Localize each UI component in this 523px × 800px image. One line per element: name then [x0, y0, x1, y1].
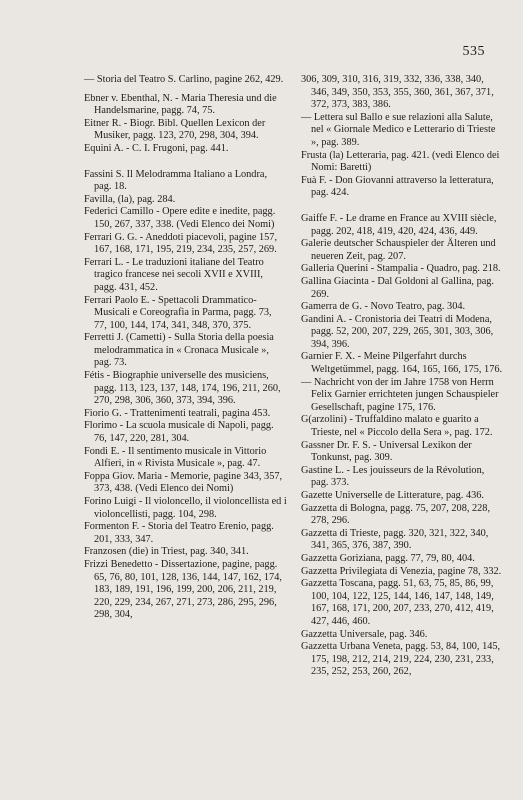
index-entry: Ferrari Paolo E. - Spettacoli Drammatico-Musicali e Coreografia in Parma, pagg. 73, 77, 100, 144, 174, 341, 348, 370, 375. [84, 294, 272, 331]
index-entry: Gassner Dr. F. S. - Universal Lexikon der Tonkunst, pag. 309. [301, 439, 472, 464]
index-entry: Galerie deutscher Schauspieler der Älteren und neueren Zeit, pag. 207. [301, 238, 496, 262]
index-entry: Favilla, (la), pag. 284. [84, 193, 176, 205]
right-column [301, 74, 504, 679]
index-entry: Eitner R. - Biogr. Bibl. Quellen Lexicon der Musiker, pagg. 123, 270, 298, 304, 394. [84, 117, 266, 142]
index-entry: G(arzolini) - Truffaldino malato e guarito a Trieste, nel « Piccolo della Sera », pag. 172. [301, 414, 493, 439]
index-entry: Fassini S. Il Melodramma Italiano a Londra, pag. 18. [84, 168, 268, 193]
index-entry: Gaiffe F. - Le drame en France au XVIII siècle, pagg. 202, 418, 419, 420, 424, 436, 449. [301, 212, 497, 237]
index-entry: Equini A. - C. I. Frugoni, pag. 441. [84, 142, 229, 154]
index-entry: Gandini A. - Cronistoria dei Teatri di Modena, pagg. 52, 200, 207, 229, 265, 301, 303, 306, 394, 396. [301, 313, 494, 350]
index-entry: Gastine L. - Les jouisseurs de la Révolution, pag. 373. [301, 464, 485, 489]
index-entry: Federici Camillo - Opere edite e inedite, pagg. 150, 267, 337, 338. (Vedi Elenco dei Nomi) [84, 206, 276, 230]
index-entry: Ferrari G. G. - Aneddoti piacevoli, pagine 157, 167, 168, 171, 195, 219, 234, 235, 257, 269. [84, 231, 278, 256]
index-entry: Garnier F. X. - Meine Pilgerfahrt durchs Weltgetümmel, pagg. 164, 165, 166, 175, 176. [301, 351, 503, 376]
index-entry: Ferretti J. (Cametti) - Sulla Storia della poesia melodrammatica in « Cronaca Musicale », pag. 73. [84, 332, 274, 369]
index-entry: Franzosen (die) in Triest, pag. 340, 341. [84, 546, 249, 558]
index-entry: — Storia del Teatro S. Carlino, pagine 262, 429. [84, 74, 284, 85]
index-entry: Fétis - Biographie universelle des musiciens, pagg. 113, 123, 137, 148, 174, 196, 211, 260, 270, 298, 306, 360, 373, 394, 396. [84, 370, 281, 407]
index-entry: Gazette Universelle de Litterature, pag. 436. [301, 490, 484, 501]
index-entry: Gazzetta Goriziana, pagg. 77, 79, 80, 404. [301, 552, 475, 564]
page-number: 535 [462, 44, 485, 59]
index-entry: Gamerra de G. - Novo Teatro, pag. 304. [301, 301, 466, 313]
left-column [84, 74, 287, 622]
index-entry: Gazzetta di Bologna, pagg. 75, 207, 208, 228, 278, 296. [301, 502, 491, 527]
index-entry: Frusta (la) Letteraria, pag. 421. (vedi Elenco dei Nomi: Baretti) [301, 149, 500, 174]
index-entry: — Lettera sul Ballo e sue relazioni alla Salute, nel « Giornale Medico e Letterario di Trieste », pag. 389. [301, 111, 496, 148]
index-entry: Florimo - La scuola musicale di Napoli, pagg. 76, 147, 220, 281, 304. [84, 420, 274, 445]
index-entry: Frizzi Benedetto - Dissertazione, pagine, pagg. 65, 76, 80, 101, 128, 136, 144, 147, 162, 174, 183, 189, 191, 196, 199, 200, 206, 211, 219, 220, 229, 234, 267, 271, 273, 286, 295, 296, 298, 304, [84, 558, 282, 621]
index-entry: Gazzetta di Trieste, pagg. 320, 321, 322, 340, 341, 365, 376, 387, 390. [301, 527, 489, 552]
index-entry: Ferrari L. - Le traduzioni italiane del Teatro tragico francese nei secoli XVII e XVIII, pagg. 431, 452. [84, 256, 264, 293]
index-entry: Gazzetta Urbana Veneta, pagg. 53, 84, 100, 145, 175, 198, 212, 214, 219, 224, 230, 231, 233, 235, 252, 253, 260, 262, [301, 641, 501, 678]
index-entry: Fondi E. - Il sentimento musicale in Vittorio Alfieri, in « Rivista Musicale », pag. 47. [84, 445, 267, 470]
index-entry: Gazzetta Toscana, pagg. 51, 63, 75, 85, 86, 99, 100, 104, 122, 125, 144, 146, 147, 148, 149, 167, 168, 171, 200, 207, 233, 270, 412, 419, 427, 446, 460. [301, 578, 494, 627]
index-entry: Fuà F. - Don Giovanni attraverso la letteratura, pag. 424. [301, 174, 494, 199]
index-entry: Fiorio G. - Trattenimenti teatrali, pagina 453. [84, 407, 271, 419]
section-gap [84, 156, 287, 169]
index-entry: Formenton F. - Storia del Teatro Erenio, pagg. 201, 333, 347. [84, 521, 274, 545]
index-entry: Gazzetta Universale, pag. 346. [301, 628, 428, 640]
index-entry: Galleria Querini - Stampalia - Quadro, pag. 218. [301, 263, 501, 275]
index-entry: Forino Luigi - Il violoncello, il violoncellista ed i violoncellisti, pagg. 104, 298. [84, 496, 287, 520]
section-gap [301, 200, 504, 213]
index-entry: — Nachricht von der im Jahre 1758 von Herrn Felix Garnier errichteten jungen Schauspieler Gesellschaft, pagine 175, 176. [301, 376, 499, 413]
index-entry: Foppa Giov. Maria - Memorie, pagine 343, 357, 373, 438. (Vedi Elenco dei Nomi) [84, 470, 283, 495]
index-entry: 306, 309, 310, 316, 319, 332, 336, 338, 340, 346, 349, 350, 353, 355, 360, 361, 367, 371, 372, 373, 383, 386. [301, 74, 494, 111]
index-entry: Ebner v. Ebenthal, N. - Maria Theresia und die Handelsmarine, pagg. 74, 75. [84, 92, 277, 117]
index-entry: Gazzetta Privilegiata di Venezia, pagine 78, 332. [301, 565, 502, 577]
index-entry: Gallina Giacinta - Dal Goldoni al Gallina, pag. 269. [301, 275, 495, 300]
